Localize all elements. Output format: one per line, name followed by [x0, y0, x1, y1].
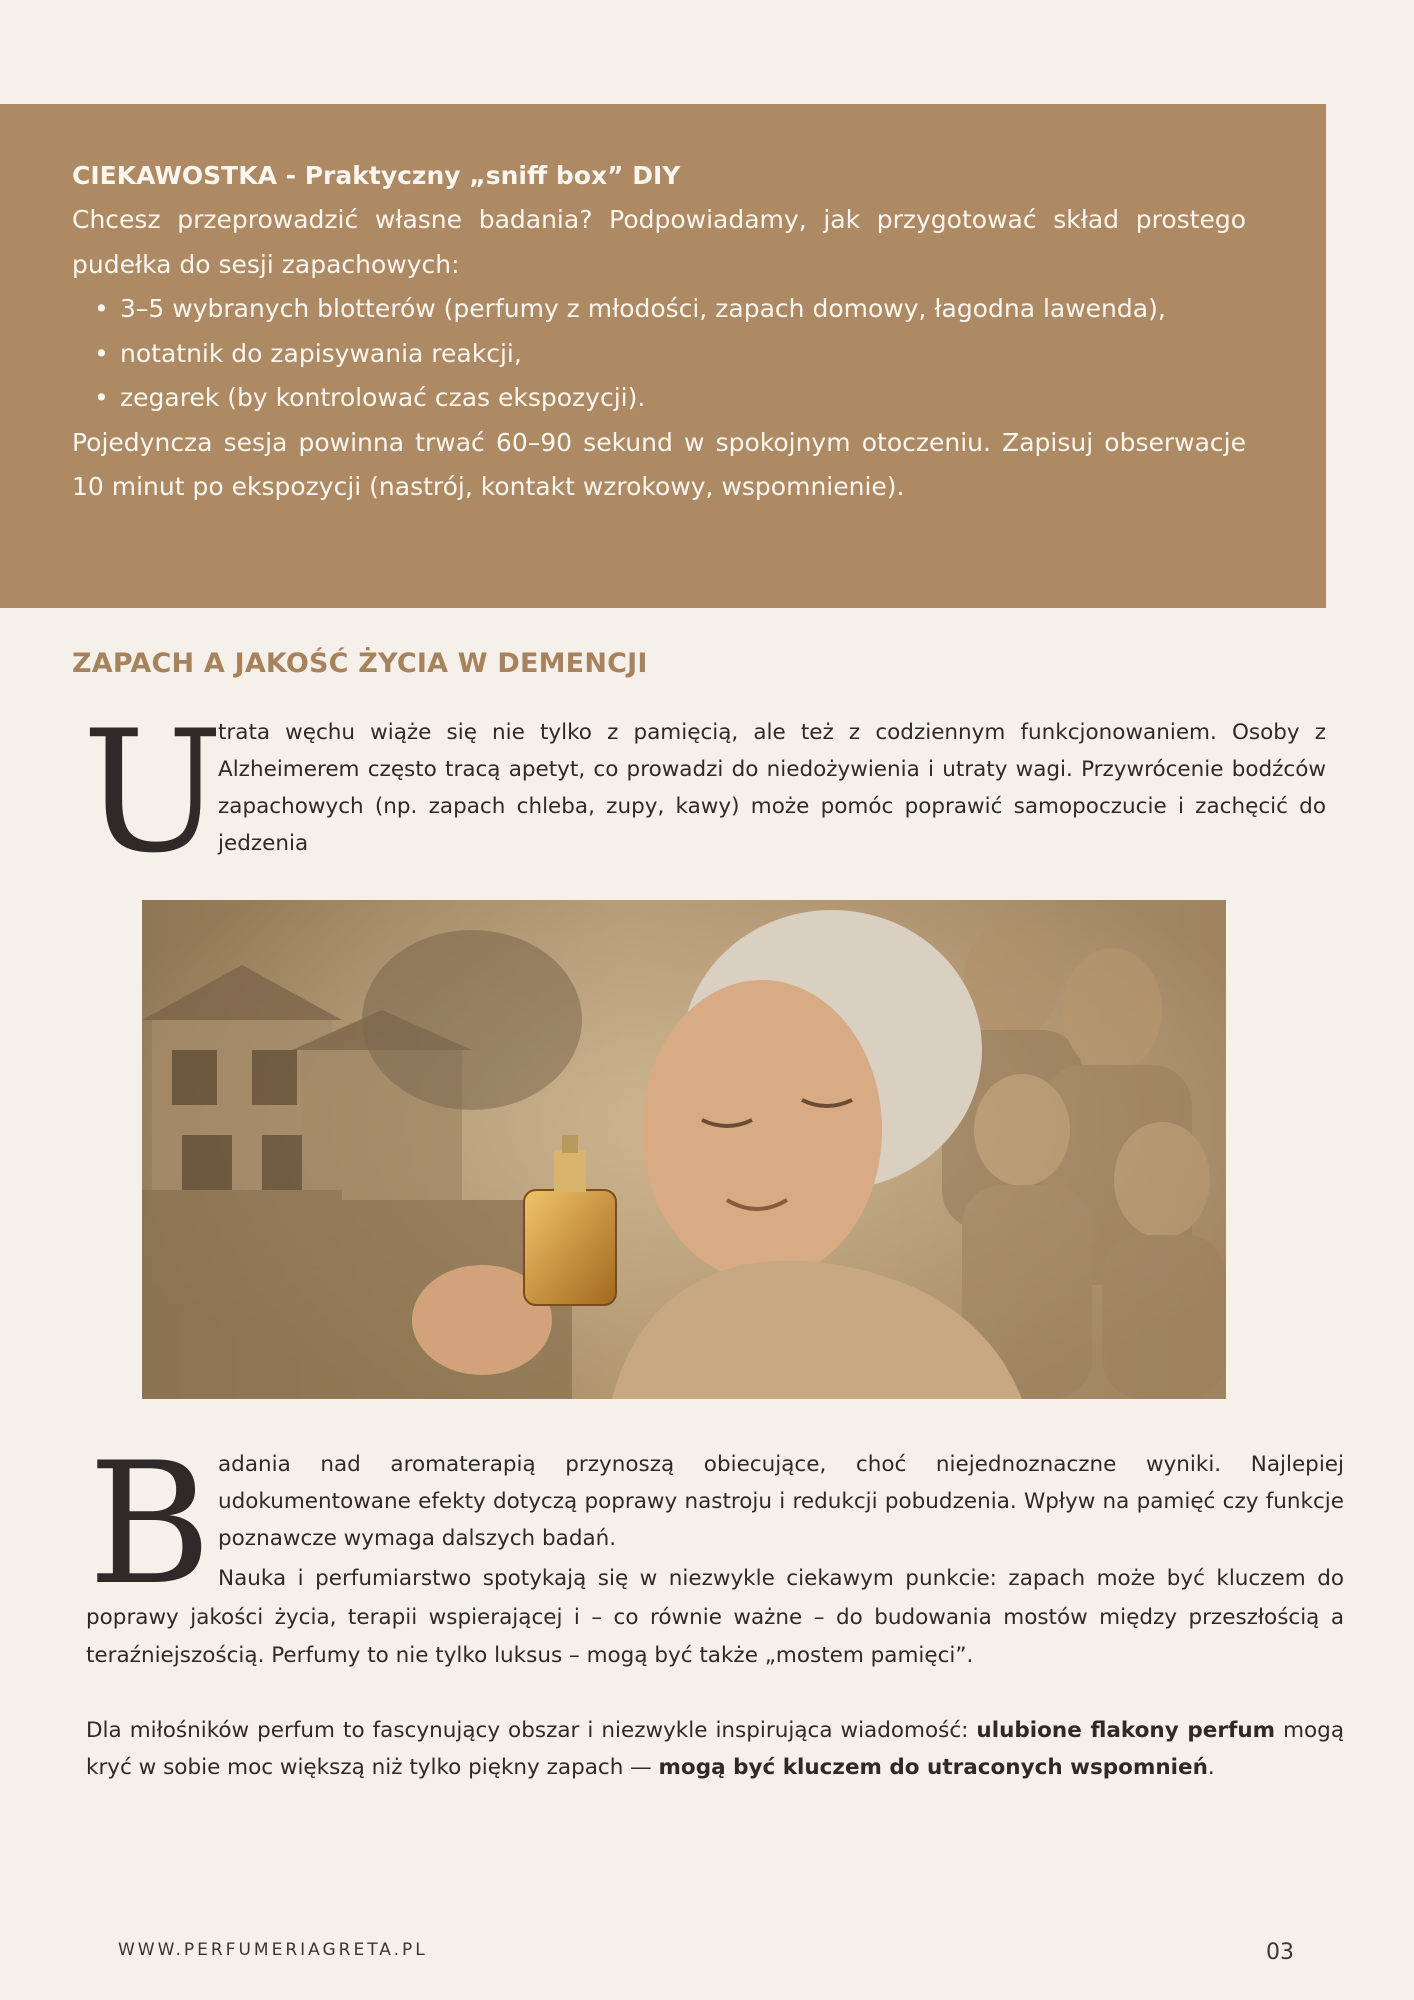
list-item: • zegarek (by kontrolować czas ekspozycji).: [120, 376, 1246, 421]
photo-illustration: [142, 900, 1226, 1399]
drop-cap: U: [82, 694, 224, 890]
drop-cap: B: [88, 1426, 212, 1622]
page-number: 03: [1266, 1940, 1294, 1965]
section-heading: ZAPACH A JAKOŚĆ ŻYCIA W DEMENCJI: [72, 648, 648, 679]
tip-title: CIEKAWOSTKA - Praktyczny „sniff box” DIY: [72, 161, 681, 190]
bullet-icon: •: [94, 294, 109, 323]
tip-outro: Pojedyncza sesja powinna trwać 60–90 sekund w spokojnym otoczeniu. Zapisuj obserwacje 10 minut po ekspozycji (nastrój, kontakt wzrokowy, wspomnienie).: [72, 427, 1246, 501]
list-item: • 3–5 wybranych blotterów (perfumy z młodości, zapach domowy, łagodna lawenda),: [120, 287, 1246, 332]
paragraph-1: trata węchu wiąże się nie tylko z pamięcią, ale też z codziennym funkcjonowaniem. Osoby z Alzheimerem często tracą apetyt, co prowadzi do niedożywienia i utraty wagi. Przywrócenie bodźców zapachowych (np. zapach chleba, zupy, kawy) może pomóc poprawić samopoczucie i zachęcić do jedzenia: [218, 720, 1326, 856]
tip-list: [72, 287, 1246, 421]
tip-box: [0, 104, 1326, 608]
bullet-icon: •: [94, 383, 109, 412]
website-url[interactable]: WWW.PERFUMERIAGRETA.PL: [118, 1940, 428, 1960]
paragraph-4: Dla miłośników perfum to fascynujący obszar i niezwykle inspirująca wiadomość: ulubione flakony perfum mogą kryć w sobie moc większą niż tylko piękny zapach — mogą być kluczem do utraconych wspomnień.: [86, 1718, 1344, 1780]
paragraph-2: adania nad aromaterapią przynoszą obiecujące, choć niejednoznaczne wyniki. Najlepiej udokumentowane efekty dotyczą poprawy nastroju i redukcji pobudzenia. Wpływ na pamięć czy funkcje poznawcze wymaga dalszych badań.: [218, 1452, 1344, 1551]
elderly-woman-perfume-photo: [142, 900, 1226, 1399]
list-item: • notatnik do zapisywania reakcji,: [120, 332, 1246, 377]
bullet-icon: •: [94, 338, 109, 368]
tip-intro: Chcesz przeprowadzić własne badania? Podpowiadamy, jak przygotować skład prostego pudełka do sesji zapachowych:: [72, 205, 1246, 279]
paragraph-3: Nauka i perfumiarstwo spotykają się w niezwykle ciekawym punkcie: zapach może być kluczem do poprawy jakości życia, terapii wspierającej i – co równie ważne – do budowania mostów między przeszłością a teraźniejszością. Perfumy to nie tylko luksus – mogą być także „mostem pamięci”.: [86, 1566, 1344, 1668]
